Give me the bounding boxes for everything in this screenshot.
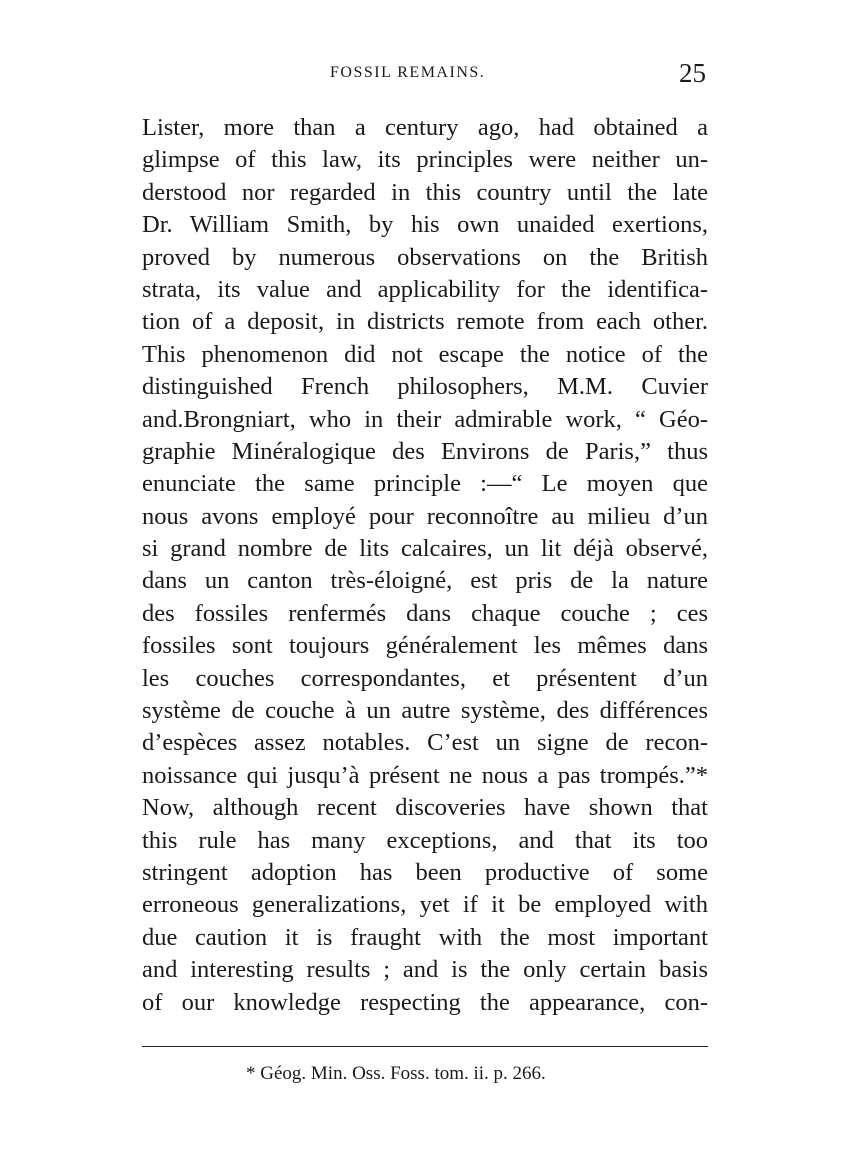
text-line: les couches correspondantes, et présentent d’un <box>142 664 708 692</box>
text-line: système de couche à un autre système, des différences <box>142 697 708 725</box>
running-head <box>142 58 708 92</box>
text-line: Lister, more than a century ago, had obtained a <box>142 114 708 141</box>
text-line: des fossiles renfermés dans chaque couche ; ces <box>142 599 708 627</box>
text-line: of our knowledge respecting the appearance, con- <box>142 988 708 1016</box>
text-line: distinguished French philosophers, M.M. Cuvier <box>142 373 708 401</box>
text-line: derstood nor regarded in this country until the late <box>142 178 708 206</box>
text-line: stringent adoption has been productive of some <box>142 858 708 886</box>
text-line: d’espèces assez notables. C’est un signe de recon- <box>142 729 708 757</box>
footnote: * Géog. Min. Oss. Foss. tom. ii. p. 266. <box>246 1063 546 1084</box>
text-line: fossiles sont toujours généralement les mêmes dans <box>142 632 708 660</box>
text-line: tion of a deposit, in districts remote from each other. <box>142 308 708 336</box>
text-line: This phenomenon did not escape the notice of the <box>142 340 708 368</box>
text-line: and interesting results ; and is the only certain basis <box>142 956 708 984</box>
text-line: strata, its value and applicability for the identifica- <box>142 275 708 303</box>
page-number: 25 <box>679 58 706 88</box>
running-title: FOSSIL REMAINS. <box>330 64 486 81</box>
text-line: si grand nombre de lits calcaires, un lit déjà observé, <box>142 535 708 563</box>
text-line: proved by numerous observations on the British <box>142 243 708 271</box>
text-line: enunciate the same principle :—“ Le moyen que <box>142 470 708 498</box>
text-line: erroneous generalizations, yet if it be employed with <box>142 891 708 919</box>
text-line: noissance qui jusqu’à présent ne nous a pas trompés.”* <box>142 761 708 789</box>
text-line: nous avons employé pour reconnoître au milieu d’un <box>142 502 708 530</box>
text-line: graphie Minéralogique des Environs de Paris,” thus <box>142 437 708 465</box>
text-line: Now, although recent discoveries have shown that <box>142 794 708 822</box>
text-line: due caution it is fraught with the most important <box>142 923 708 951</box>
body-text <box>142 112 708 1019</box>
text-line: and.Brongniart, who in their admirable work, “ Géo- <box>142 405 708 433</box>
text-line: Dr. William Smith, by his own unaided exertions, <box>142 211 708 239</box>
text-line: this rule has many exceptions, and that its too <box>142 826 708 854</box>
text-line: dans un canton très-éloigné, est pris de la nature <box>142 567 708 595</box>
text-line: glimpse of this law, its principles were neither un- <box>142 146 708 174</box>
footnote-rule <box>142 1046 708 1047</box>
